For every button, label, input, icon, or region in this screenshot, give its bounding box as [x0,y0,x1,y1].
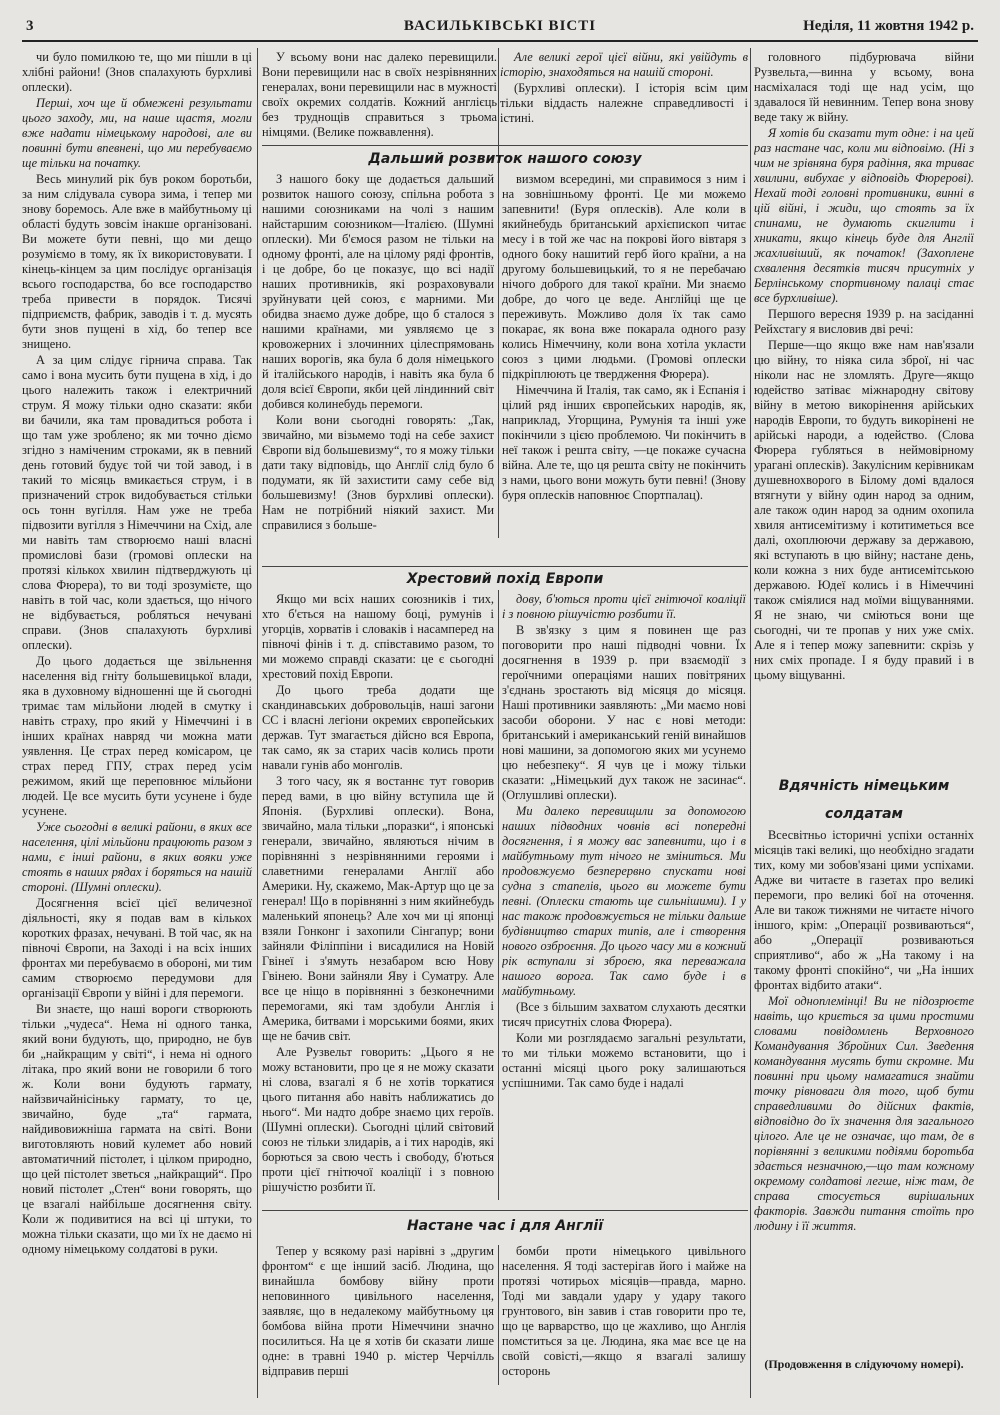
paragraph: чи було помилкою те, що ми пішли в ці хлібні райони! (Знов спалахують бурхливі оплески). [22,50,252,94]
section-rule [262,1210,748,1211]
section-2-left [262,592,494,1204]
section-heading-crusade: Хрестовий похід Европи [406,571,604,587]
paragraph: Німеччина й Італія, так само, як і Еспанія і цілий ряд інших європейських народів, як, наприклад, Угорщина, Румунія та інші уже покінчили з цією проблемою. Чи покінчить в неї також і решта світу, —це покаже сучасна війна. Але те, що ця решта світу не покінчить з нами, цього вони можуть бути певні! (Знову буря оплесків наповнює Спортпалац). [502,383,746,502]
paragraph: До цього треба додати ще скандинавських добровольців, наші загони СС і власні легіони окремих європейських держав. Тут змагається дійсно вся Европа, так само, як за старих часів колись проти навали гунів або монголів. [262,683,494,772]
paragraph: Якщо ми всіх наших союзників і тих, хто б'ється на нашому боці, румунів і угорців, хорватів і словаків і насамперед на півночі фінів і т. д. співставимо разом, то ми можемо справді сказати: це є сьогодні хрестовий похід Европи. [262,592,494,681]
paragraph: Я хотів би сказати тут одне: і на цей раз настане час, коли ми відповімо. (Ні з чим не зрівняна буря радіння, яка триває хвилини, вибухає у відповідь Фюреровi). Нехай тоді головні противники, винні в цій війні, і жиди, що стоять за їх спинами, не думають скиглити і хникати, якщо кінець буде для Англії жахливіший, як початок! (Захоплене схвалення десятків тисяч присутніх у Берлінському спортивному палаці стає все бурхливіше). [754,126,974,305]
paragraph: Тепер у всякому разі нарівні з „другим фронтом“ є ще інший засіб. Людина, що винайшла бомбову війну проти неповинного цивільного населення, заявляє, що в недалекому майбутньому ця бомбова війна проти Німеччини значно посилиться. На це я хотів би сказати лише одне: в травні 1940 р. містер Черчілль відправив перші [262,1244,494,1378]
column-rule [498,1245,499,1385]
column-rule [257,48,258,1398]
paragraph: Перші, хоч ще й обмежені результати цього заходу, ми, на наше щастя, могли вже надати німецькому народові, але ви повинні бути впевнені, що ми перебуваємо ще тільки на початку. [22,96,252,170]
column-3-top [500,50,748,190]
column-rule [498,590,499,1200]
newspaper-title: ВАСИЛЬКІВСЬКІ ВІСТІ [403,18,597,34]
paragraph: Уже сьогодні в великі райони, в яких все населення, цілі мільйони працюють разом з нами, є інші райони, в яких вояки уже стоять в наших рядах і боряться на нашій стороні. (Шумні оплески). [22,820,252,894]
paragraph: Але великі герої цієї війни, які увійдуть в історію, знаходяться на нашій стороні. [500,50,748,79]
paragraph: бомби проти німецького цивільного населення. Я тоді застерігав його і майже на протязі чотирьох місяців—правда, марно. Тоді ми завдали удару у удару такого грунтового, він завив і став говорити про те, що це варварство, що це жахливо, що Англія помститься за це. Людина, яка має все це на своїй совісті,—якщо я взагалі залишу осторонь [502,1244,746,1378]
section-1-right [502,172,746,564]
paragraph: Досягнення всієї цієї величезної діяльності, яку я подав вам в кількох коротких фразах, нечувані. В той час, як на півночі Європи, на Заході і на всіх інших фронтах ми перебуваємо в обороні, ми тим самим створюємо передумови для організації Європи у війні і для перемоги. [22,896,252,1000]
section-heading-thanks: Вдячність німецьким [778,778,950,794]
column-4 [754,50,974,765]
section-rule [262,566,748,567]
paragraph: Але Рузвельт говорить: „Цього я не можу встановити, про це я не можу сказати ні слова, взагалі я б не хотів торкатися цього питання або навіть наближатись до нього“. Ми надто добре знаємо цих героїв. (Шумні оплески). Сьогодні цілий світовий союз не тільки злидарів, а і тих народів, які борються за свою честь і свободу, б'ються проти цієї гнітючої коаліції і з повною рішучістю розбити її. [262,1045,494,1194]
section-1-left [262,172,494,564]
section-heading-england: Настане час і для Англії [406,1218,604,1234]
paragraph: Коли вони сьогодні говорять: „Так, звичайно, ми візьмемо тоді на себе захист Європи від большевизму“, то я можу тільки дати таку відповідь, що Англії слід було б подумати, як їй захистити саму себе від большевизму! (Знов бурхливі оплески). Нам не потрібний ніякий захист. Ми справилися з больше- [262,413,494,532]
section-4-body [754,828,974,1348]
paragraph: головного підбурювача війни Рузвельта,—винна у всьому, вона насміхалася тоді ще над усім, що здавалося їй невинним. Тепер вона знову веде таку ж війну. [754,50,974,124]
paragraph: (Все з більшим захватом слухають десятки тисяч присутніх слова Фюрера). [502,1000,746,1029]
paragraph: У всьому вони нас далеко перевищили. Вони перевищили нас в своїх незрівнянних генералах, вони перевищили нас в мужності своїх окремих солдатів. Кожний англієць без труднощів справиться з трьома німцями. (Велике пожвавлення). [262,50,497,139]
paragraph: Ви знаєте, що наші вороги створюють тільки „чудеса“. Нема ні одного танка, який вони будують, що, природно, не був би „найкращим у світі“, і нема ні одного літака, про який вони не говорили б того ж. Коли вони будують гармату, найзвичайнісіньку гармату, то це, звичайно, буде „та“ гармата, найдивовижніша гармата на світі. Вони виготовляють новий кулемет або новий автоматичний пістолет, і цілком природно, що цей пістолет зветься „найкращий“. Про новий пістолет „Стен“ вони говорять, що це взагалі найбільше досягнення світу. Коли ж подивитися на всі ці штуки, то можна тільки сказати, що ми їх не даємо ні одному німецькому солдатові в руки. [22,1002,252,1256]
issue-date: Неділя, 11 жовтня 1942 р. [803,18,974,34]
paragraph: З нашого боку ще додається дальший розвиток нашого союзу, спільна робота з нашими союзниками на чолі з нашим найстаршим союзником—Італією. (Шумні оплески). Ми б'ємося разом не тільки на одному фронті, але на цілому ряді фронтів, і це добре, бо це показує, що всі надії наших противників, які розраховували зруйнувати цей союз, є марними. Ми обидва знаємо дуже добре, що б сталося з нашими країнами, ми уявляємо це з кровожерних і злочинних цілеспрямовань наших ворогів, яка була б доля німецького й італійського народів, і навіть яка була б доля всієї Європи, якби цей ліндинний світ добився колинебудь перемоги. [262,172,494,411]
section-2-right [502,592,746,1204]
paragraph: визмом всередині, ми справимося з ним і на зовнішньому фронті. Це ми можемо запевнити! (Буря оплесків). Але коли в якийнебудь британський архієпископ читає месу і в той же час на покрові його вівтаря з одного боку нашитий герб його країни, а на другому большевицький, то я не перебачаю нічого доброго для такої країни. Ми знаємо добре, до чого це веде. Англійці ще це переживуть. Можливо доля їх так само покарає, як вона вже покарала одного разу колись Німеччину, коли вона хотіла укласти союз з цими людьми. (Громові оплески підкріплюють це твердження Фюрера). [502,172,746,381]
continued-note: (Продовження в слідуючому номері). [764,1357,964,1371]
column-2-top [262,50,497,190]
paragraph: (Бурхливі оплески). І історія всім цим тільки віддасть належне справедливості і істині. [500,81,748,125]
paragraph: Мої одноплемінці! Ви не підозрюєте навіть, що криється за цими простими словами повідомлень Верховного Командування Збройних Сил. Зведення командування мусять бути скромне. Ми повинні при цьому намагатися знайти точку рівноваги для того, щоб бути справедливими до дійсних фактів, відповідно до їх значення для загального цілого. Але це не означає, що там, де в порівнянні з великими подіями боротьба здається незначною,—що там кожному окремому солдатові легше, ніж там, де справа стосується вирішальних факторів. Завжди питання стоїть про людину і її життя. [754,994,974,1233]
paragraph: В зв'язку з цим я повинен ще раз поговорити про наші підводні човни. Їх досягнення в 1939 р. при взаємодії з героїчними операціями наших повітряних з'єднань зростають від місяця до місяця. Наші противники заявляють: „Ми маємо нові засоби оборони. У нас є нові методи: британський і американський геній винайшов нові машини, за допомогою яких ми усунемо цю небезпеку“. Я чув це і можу тільки сказати: „Німецький дух також не засинає“. (Оглушливі оплески). [502,623,746,802]
column-1 [22,50,252,1390]
paragraph: Весь минулий рік був роком боротьби, за ним слідувала сувора зима, і тепер ми знову боремось. Але вже в майбутньому ці області будуть зовсім інакше організовані. Ви можете бути певні, що ми дещо розуміємо в тому, як їх використовувати. І кінець-кінцем за цим послідує організація всього господарства, бо все господарство треба привести в порядок. Тисячі підприємств, фабрик, заводів і т. д. мусять бути знов пущені в хід, бо тепер все знищено. [22,172,252,351]
column-rule [750,48,751,1398]
paragraph: Коли ми розглядаємо загальні результати, то ми тільки можемо встановити, що і останні місяці цього року залишаються успішними. Так само буде і надалі [502,1031,746,1090]
paragraph: До цього додається ще звільнення населення від гніту большевицької влади, яка в духовному відношенні ще й сьогодні тримає там мільйони людей в смутку і навіть страху, про який у Німеччині і в інших країнах навряд чи можна мати уявлення. Це страх перед комісаром, це страх перед ГПУ, страх перед усім режимом, який ще переповнює мільйони людей. Це все мусить бути усунене і буде усунене. [22,654,252,818]
paragraph: дову, б'ються проти цієї гнітючої коаліції і з повною рішучістю розбити її. [502,592,746,621]
column-rule [498,48,499,538]
masthead [22,16,978,42]
paragraph: Перше—що якщо вже нам нав'язали цю війну, то ніяка сила зброї, ні час ніколи нас не зломлять. Друге—якщо юдейство затіває міжнародну світову війну в метою викорінення арійських народів Европи, то будуть викорінені не арійські народи, а юдейство. (Слова Фюрера губляться в неймовірному урагані оплесків). Закулісним керівникам душевнохворого в Білому домі вдалося втягнути у війну один народ за одним, але також один народ за одним охопила хвиля антисемітизму і котитиметься все далі, охоплюючи державу за державою, які вступають в цю війну; настане день, коли кожна з них буде антисемітською державою. Юдеї колись і в Німеччині також сміялися над моїми віщуваннями. Я не знаю, чи сміються вони ще сьогодні, чи те пропав у них уже сміх. Але я і тепер можу запевнити: скрізь у них сміх пропаде. І я буду правий і в цьому віщуванні. [754,338,974,682]
paragraph: Ми далеко перевищили за допомогою наших підводних човнів всі попередні досягнення, і я можу вас запевнити, що і в майбутньому тут нічого не зміниться. Ми продовжуємо безперервно спускати нові судна з стапелів, цього ви можете бути певні. (Оплески стають ще сильнішими). І у нас також продовжується не тільки дальше будівництво старих типів, але і створення нового озброєння. До цього часу ми в кожний рік вступали зі зброєю, яка переважала нашого ворога. Так само буде і в майбутньому. [502,804,746,998]
section-3-right [502,1244,746,1386]
section-3-left [262,1244,494,1386]
paragraph: А за цим слідує гірнича справа. Так само і вона мусить бути пущена в хід, і до цього належить також і електричний струм. Я можу тільки одно сказати: якби ви бачили, яка там провадиться робота і що там уже зроблено; як ми точно діємо згідно з наміченим строками, як в певний день готовий будує той чи той завод, і в такий то місяць вмикається струм, і в призначений строк видобувається стільки ось тонн вугілля. Нам уже не треба підвозити вугілля з Німеччини на Схід, але ми навіть там створюємо наші власні промислові бази (громові оплески на протязі кількох хвилин підтверджують ці слова Фюрера), то ви тоді зрозумієте, що навіть в той час, коли здається, що нічого не відбувається, робляться нечувані справи. (Знов спалахують бурхливі оплески). [22,353,252,652]
paragraph: З того часу, як я востаннє тут говорив перед вами, в цю війну вступила ще й Японія. (Бурхливі оплески). Вона, звичайно, мала тільки „поразки“, і японські генерали, звичайно, являються нічим в порівнянні з незрівнянними героями і славетними генералами Англії або Америки. Ну, скажемо, Мак-Артур що це за генерал! Що в порівнянні з ним якийнебудь маленький японець? Але хоч ми ці японці взяли Гонконг і захопили Сінгапур; вони зайняли Філіппіни і висадилися на Новій Гвінеї і з'ямуть незабаром всю Нову Гвінею. Вони зайняли Яву і Суматру. Але все це ніщо в порівнянні з безконечними перемогами, які там здобули Англія і Америка, битвами і морськими боями, яких ще не бачив світ. [262,774,494,1043]
paragraph: Всесвітньо історичні успіхи останніх місяців такі великі, що необхідно згадати тих, кому ми зобов'язані цими успіхами. Адже ви читаєте в газетах про великі перемоги, про великі бої на оточення. Але ви також тижнями не читаєте нічого іншого, крім: „Операції розвиваються“, або „Операції розвиваються сприятливо“, або ж „На такому і на такому фронті спокійно“, чи „На інших фронтах відбито атаки“. [754,828,974,992]
section-heading-union: Дальший розвиток нашого союзу [368,151,642,167]
page-number: 3 [26,18,34,34]
paragraph: Першого вересня 1939 р. на засіданні Рейхстагу я висловив дві речі: [754,307,974,336]
section-rule [262,145,748,146]
section-heading-thanks-2: солдатам [825,806,903,822]
